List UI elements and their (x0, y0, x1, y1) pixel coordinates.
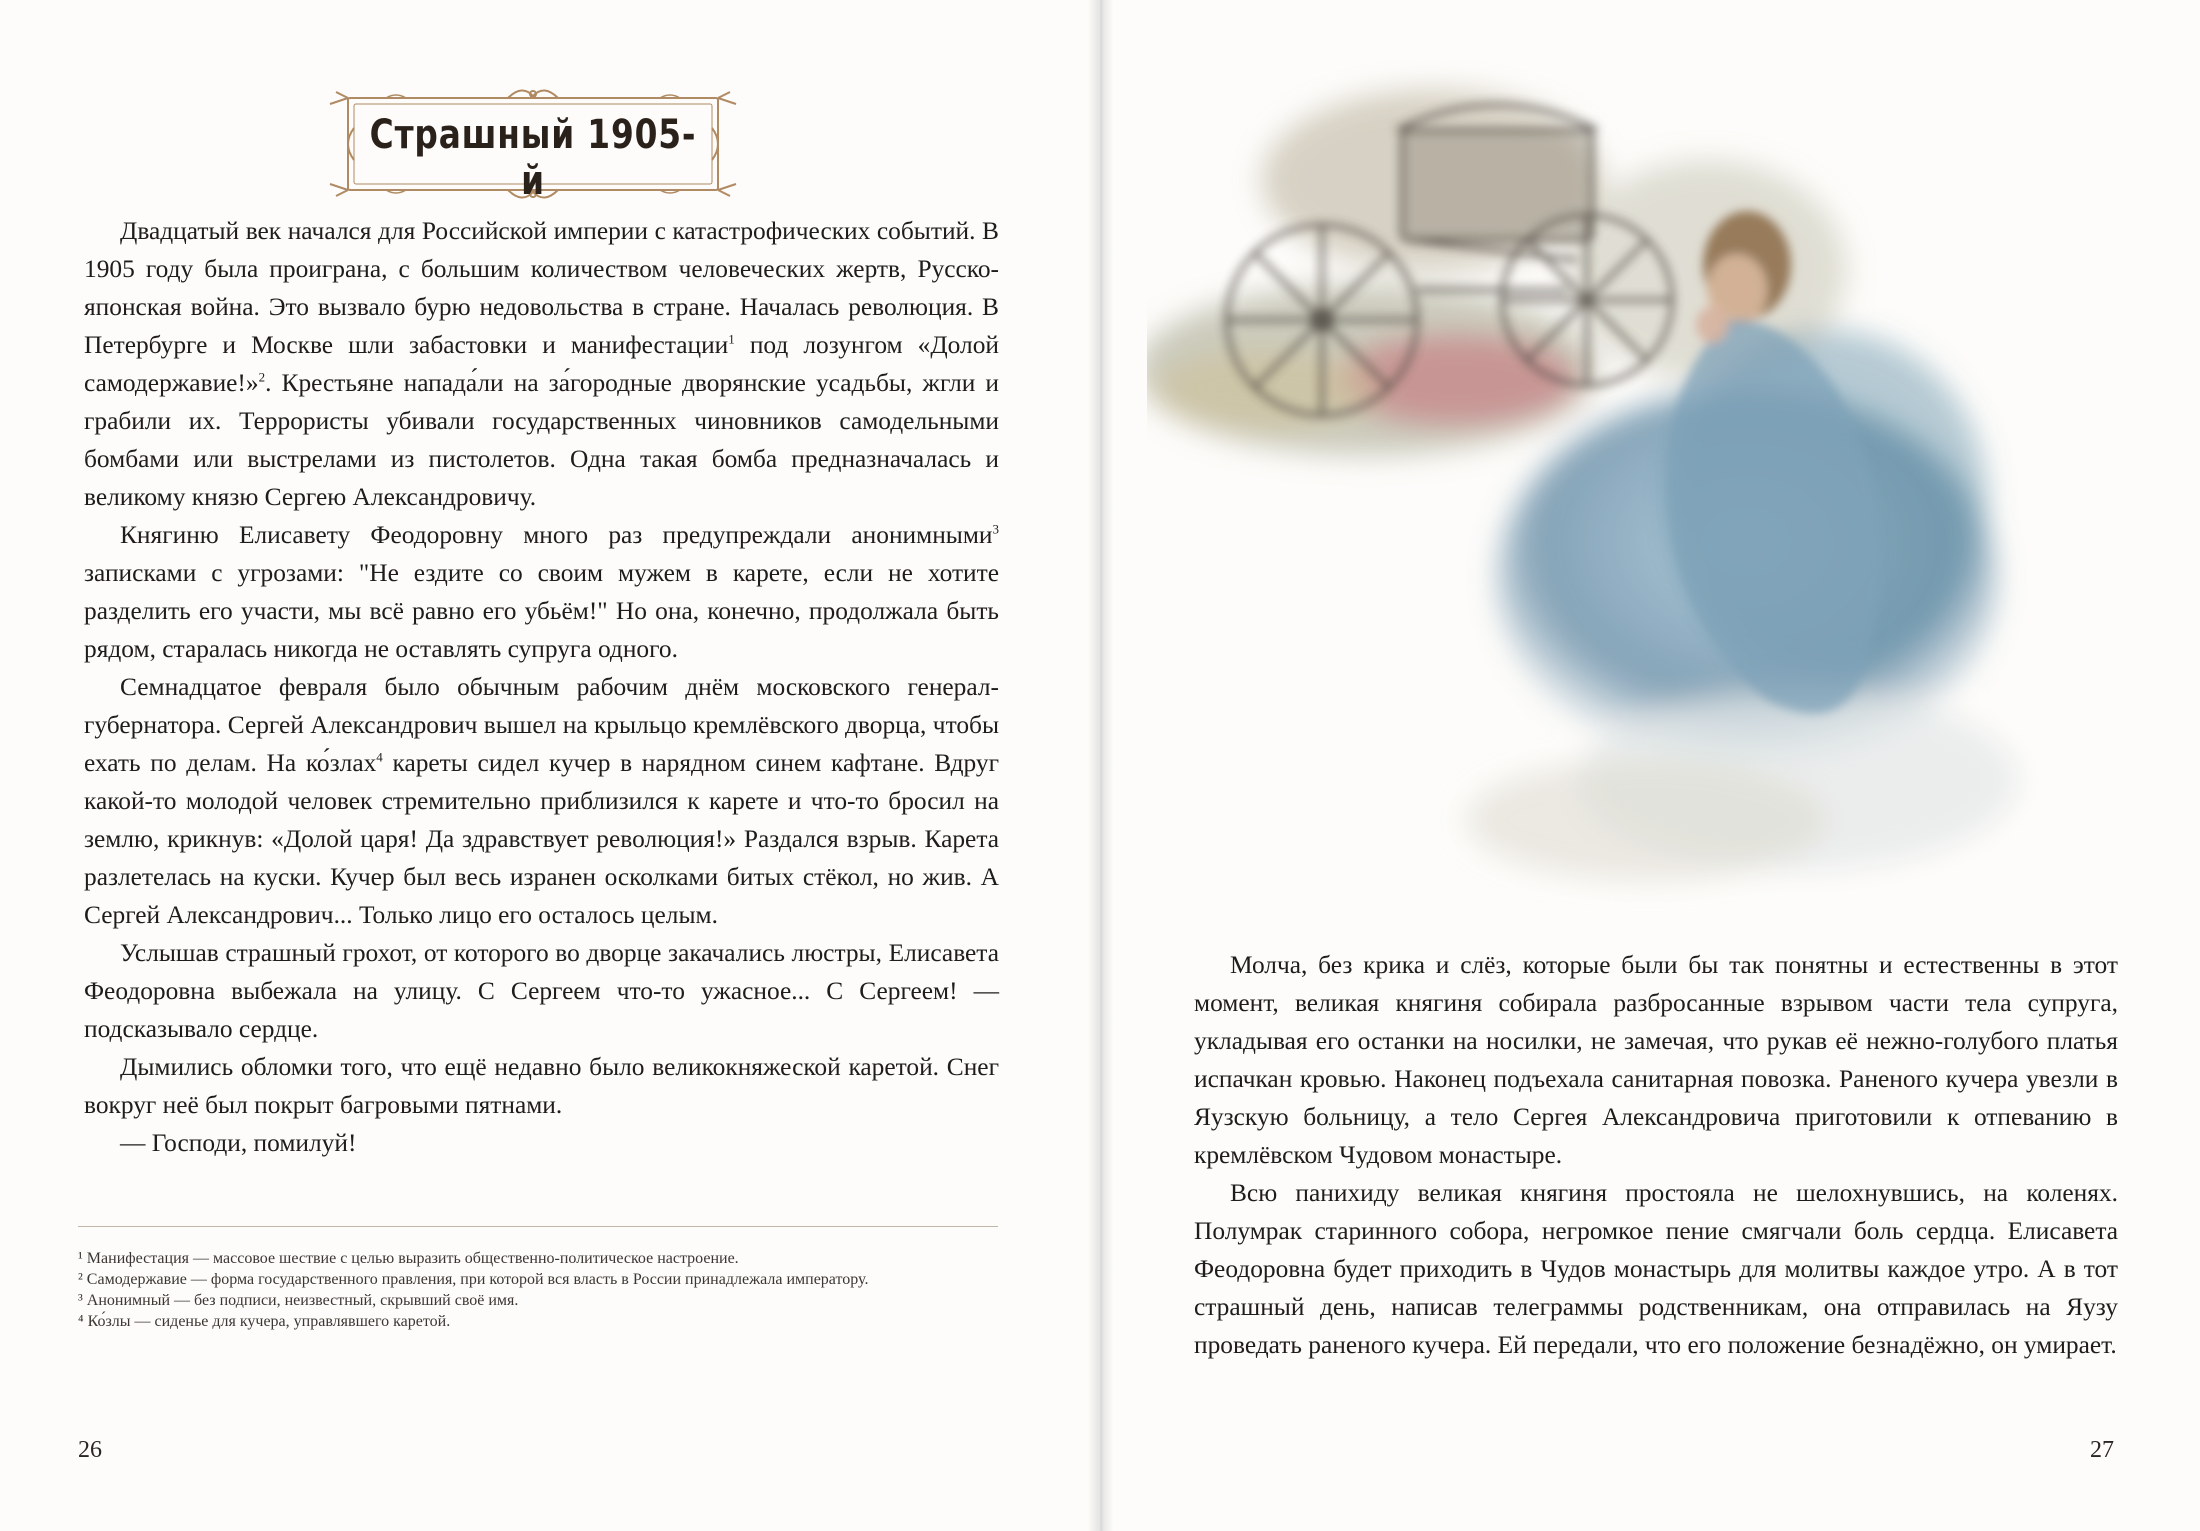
text-run: Семнадцатое февраля было обычным рабочим днём московского генерал-губернатора. Сергей Александрович вышел на крыльцо кремлёвского дворца, чтобы ехать по делам. На ко́злах (84, 673, 999, 777)
left-paragraph-1 (84, 212, 999, 516)
left-paragraph-3 (84, 668, 999, 934)
footnote-2: ² Самодержавие — форма государственного правления, при которой вся власть в России принадлежала императору. (78, 1271, 869, 1288)
text-run: . Крестьяне напада́ли на за́городные дворянские усадьбы, жгли и грабили их. Террористы убивали государственных чиновников самодельными бомбами или выстрелами из пистолетов. Одна такая бомба предназначалась и великому князю Сергею Александровичу. (84, 369, 999, 511)
left-paragraph-6 (84, 1124, 999, 1162)
footnote-marker: 4 (376, 749, 383, 765)
text-run: Двадцатый век начался для Российской империи с катастрофических событий. В 1905 году была проиграна, с большим количеством человеческих жертв, Русско-японская война. Это вызвало бурю недовольства в стране. Началась революция. В Петербурге и Москве шли забастовки и манифестации (84, 217, 999, 359)
text-run: записками с угрозами: "Не ездите со своим мужем в карете, если не хотите разделить его участи, мы всё равно его убьём!" Но она, конечно, продолжала быть рядом, старалась никогда не оставлять супруга одного. (84, 559, 999, 663)
footnote-divider (78, 1226, 998, 1227)
book-gutter (1088, 0, 1114, 1531)
footnote-marker: 3 (992, 521, 999, 537)
chapter-title: Страшный 1905-й (369, 112, 697, 204)
footnote-1: ¹ Манифестация — массовое шествие с целью выразить общественно-политическое настроение. (78, 1250, 739, 1267)
text-run: Дымились обломки того, что ещё недавно было великокняжеской каретой. Снег вокруг неё был покрыт багровыми пятнами. (84, 1053, 999, 1119)
left-paragraph-2 (84, 516, 999, 668)
left-paragraph-4 (84, 934, 999, 1048)
right-page (1102, 0, 2200, 1531)
text-run: Княгиню Елисавету Феодоровну много раз предупреждали анонимными (120, 521, 993, 549)
chapter-title-frame (326, 88, 740, 204)
watercolor-illustration (1147, 60, 2200, 920)
footnote-marker: 1 (728, 331, 735, 347)
text-run: — Господи, помилуй! (120, 1129, 357, 1157)
page-number-left: 26 (78, 1437, 102, 1463)
left-page (0, 0, 1098, 1531)
text-run: Услышав страшный грохот, от которого во дворце закачались люстры, Елисавета Феодоровна выбежала на улицу. С Сергеем что-то ужасное... С Сергеем! — подсказывало сердце. (84, 939, 999, 1043)
footnote-4: ⁴ Ко́злы — сиденье для кучера, управлявшего каретой. (78, 1313, 451, 1330)
footnotes (78, 1248, 1008, 1332)
right-paragraph-2: Всю панихиду великая княгиня простояла не шелохнувшись, на коленях. Полумрак старинного собора, негромкое пение смягчали боль сердца. Елисавета Феодоровна будет приходить в Чудов монастырь для молитвы каждое утро. А в тот страшный день, написав телеграммы родственникам, она отправилась на Яузу проведать раненого кучера. Ей передали, что его положение безнадёжно, он умирает. (1194, 1179, 2118, 1359)
left-paragraph-5 (84, 1048, 999, 1124)
left-body-text (84, 212, 999, 1162)
right-body-text (1194, 946, 2118, 1364)
text-run: кареты сидел кучер в нарядном синем кафтане. Вдруг какой-то молодой человек стремительно приблизился к карете и что-то бросил на землю, крикнув: «Долой царя! Да здравствует революция!» Раздался взрыв. Карета разлетелась на куски. Кучер был весь изранен осколками битых стёкол, но жив. А Сергей Александрович... Только лицо его осталось целым. (84, 749, 999, 929)
page-number-right: 27 (2090, 1437, 2114, 1463)
footnote-marker: 2 (258, 369, 266, 385)
right-paragraph-1: Молча, без крика и слёз, которые были бы так понятны и естественны в этот момент, великая княгиня собирала разбросанные взрывом части тела супруга, укладывая его останки на носилки, не замечая, что рукав её нежно-голубого платья испачкан кровью. Наконец подъехала санитарная повозка. Раненого кучера увезли в Яузскую больницу, а тело Сергея Александровича приготовили к отпеванию в кремлёвском Чудовом монастыре. (1194, 951, 2118, 1169)
footnote-3: ³ Анонимный — без подписи, неизвестный, скрывший своё имя. (78, 1292, 519, 1309)
text-run: под лозунгом «Долой самодержавие!» (84, 331, 999, 397)
